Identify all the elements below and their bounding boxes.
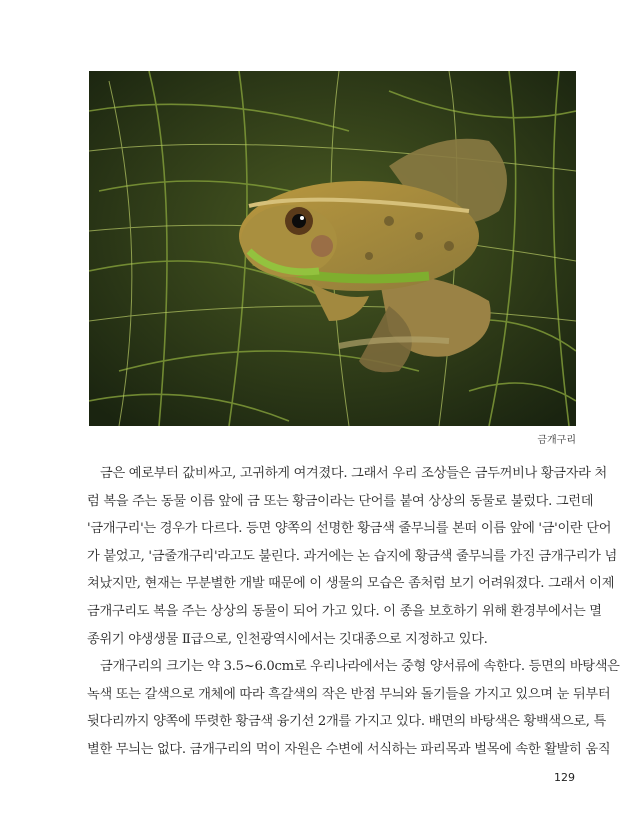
paragraph-line: 쳐났지만, 현재는 무분별한 개발 때문에 이 생물의 모습은 좀처럼 보기 어려워졌다. 그래서 이제 [87,576,615,592]
body-paragraph-1 [87,460,617,653]
paragraph-line: 금개구리의 크기는 약 3.5~6.0cm로 우리나라에서는 중형 양서류에 속한다. 등면의 바탕색은 [100,659,620,674]
paragraph-line: 럼 복을 주는 동물 이름 앞에 금 또는 황금이라는 단어를 붙여 상상의 동물로 불렀다. 그런데 [87,493,594,509]
frog-illustration [89,71,576,426]
paragraph-line: '금개구리'는 경우가 다르다. 등면 양쪽의 선명한 황금색 줄무늬를 본떠 이름 앞에 '금'이란 단어 [87,521,612,537]
photo-caption: 금개구리 [537,435,576,446]
paragraph-line: 금은 예로부터 값비싸고, 고귀하게 여겨졌다. 그래서 우리 조상들은 금두꺼비나 황금자라 처 [100,466,607,481]
frog-photo [89,71,576,426]
page-number: 129 [554,771,575,784]
body-paragraph-2 [87,653,620,763]
paragraph-line: 가 붙었고, '금줄개구리'라고도 불린다. 과거에는 논 습지에 황금색 줄무늬를 가진 금개구리가 넘 [87,548,617,564]
paragraph-line: 별한 무늬는 없다. 금개구리의 먹이 자원은 수변에 서식하는 파리목과 벌목에 속한 활발히 움직 [87,741,611,757]
paragraph-line: 뒷다리까지 양쪽에 뚜렷한 황금색 융기선 2개를 가지고 있다. 배면의 바탕색은 황백색으로, 특 [87,714,606,730]
paragraph-line: 녹색 또는 갈색으로 개체에 따라 흑갈색의 작은 반점 무늬와 돌기들을 가지고 있으며 눈 뒤부터 [87,686,611,702]
paragraph-line: 금개구리도 복을 주는 상상의 동물이 되어 가고 있다. 이 종을 보호하기 위해 환경부에서는 멸 [87,603,602,619]
paragraph-line: 종위기 야생생물 Ⅱ급으로, 인천광역시에서는 깃대종으로 지정하고 있다. [87,631,488,647]
